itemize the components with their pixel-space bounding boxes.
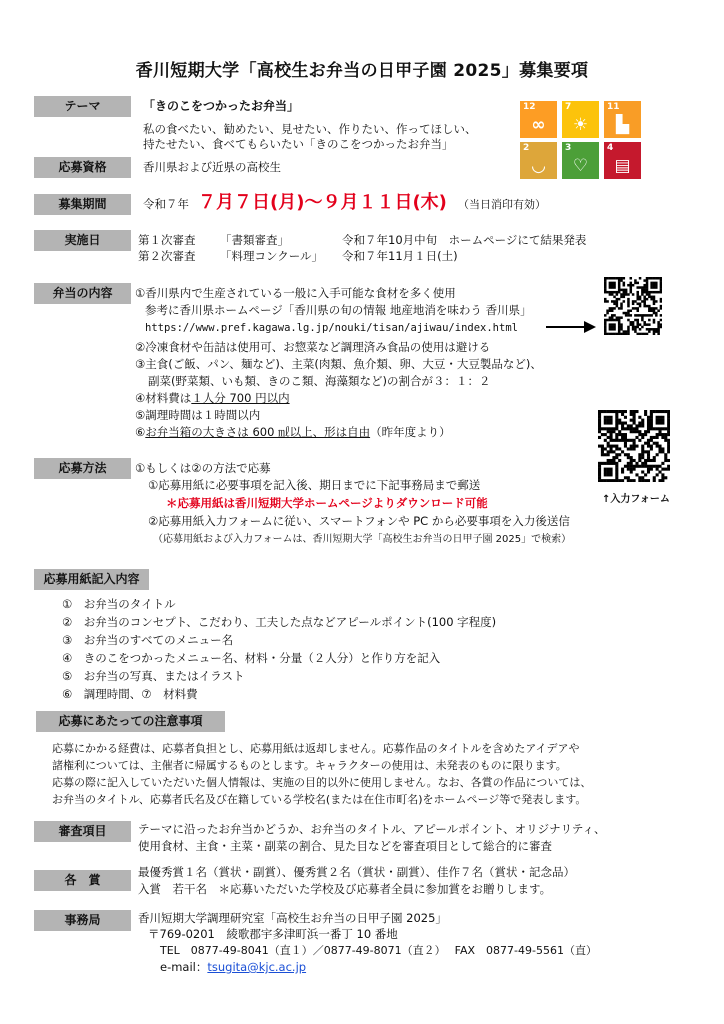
office-phone-fax: TEL 0877-49-8041（直１）／0877-49-8071（直２） FAX 0877-49-5561（直） <box>160 944 597 957</box>
method-option-1: ①応募用紙に必要事項を記入後、期日までに下記事務局まで郵送 <box>148 478 481 492</box>
period-dates: ７月７日(月)～９月１１日(木) <box>198 192 447 213</box>
list-item: ③ お弁当のすべてのメニュー名 <box>62 633 234 647</box>
contents-item-1b: 参考に香川県ホームページ「香川県の旬の情報 地産地消を味わう 香川県」 <box>145 303 532 317</box>
method-note: （応募用紙および入力フォームは、香川短期大学「高校生お弁当の日甲子園 2025」で検索） <box>153 534 572 545</box>
period-label: 募集期間 <box>34 194 131 215</box>
list-item: ⑥ 調理時間、⑦ 材料費 <box>62 687 198 701</box>
contents-label: 弁当の内容 <box>34 283 131 304</box>
method-label: 応募方法 <box>34 458 131 479</box>
arrow-right-icon <box>546 320 596 334</box>
office-name: 香川短期大学調理研究室「高校生お弁当の日甲子園 2025」 <box>138 911 447 925</box>
eligibility-text: 香川県および近県の高校生 <box>143 160 281 174</box>
qr-code-kagawa-pref[interactable] <box>604 277 662 335</box>
theme-line-2: 持たせたい、食べてもらいたい「きのこをつかったお弁当」 <box>143 137 454 151</box>
list-item: ⑤ お弁当の写真、またはイラスト <box>62 669 245 683</box>
page-title: 香川短期大学「高校生お弁当の日甲子園 2025」募集要項 <box>135 61 589 81</box>
sdg-11-icon: 11 ▙ <box>604 101 641 138</box>
notes-line-3: 応募の際に記入していただいた個人情報は、実施の目的以外に使用しません。なお、各賞の作品については、 <box>52 776 592 789</box>
schedule-date-2: 令和７年11月１日(土) <box>342 249 458 263</box>
notes-line-1: 応募にかかる経費は、応募者負担とし、応募用紙は返却しません。応募作品のタイトルを含めたアイデアや <box>52 742 580 755</box>
judging-line-2: 使用食材、主食・主菜・副菜の割合、見た目などを審査項目として総合的に審査 <box>138 839 552 853</box>
period-prefix: 令和７年 <box>143 197 189 211</box>
awards-label: 各 賞 <box>34 870 131 891</box>
notes-label: 応募にあたっての注意事項 <box>36 711 225 732</box>
sdg-12-icon: 12 ∞ <box>520 101 557 138</box>
judging-line-1: テーマに沿ったお弁当かどうか、お弁当のタイトル、アピールポイント、オリジナリティ、 <box>138 822 606 836</box>
list-item: ④ きのこをつかったメニュー名、材料・分量（２人分）と作り方を記入 <box>62 651 441 665</box>
qr-caption: ↑入力フォーム <box>602 494 670 505</box>
office-address: 〒769-0201 綾歌郡宇多津町浜一番丁 10 番地 <box>148 927 398 941</box>
method-option-1-note: ＊応募用紙は香川短期大学ホームページよりダウンロード可能 <box>166 496 488 510</box>
period-note: （当日消印有効） <box>458 198 546 211</box>
schedule-stage-2: 第２次審査 <box>138 249 196 263</box>
schedule-date-1: 令和７年10月中旬 ホームページにて結果発表 <box>342 233 587 247</box>
sdg-7-icon: 7 ☀ <box>562 101 599 138</box>
contents-item-5: ⑤調理時間は１時間以内 <box>135 408 261 422</box>
theme-line-1: 私の食べたい、勧めたい、見せたい、作りたい、作ってほしい、 <box>143 122 477 136</box>
email-link[interactable]: tsugita@kjc.ac.jp <box>207 960 307 974</box>
sdg-2-icon: 2 ◡ <box>520 142 557 179</box>
office-label: 事務局 <box>34 910 131 931</box>
eligibility-label: 応募資格 <box>34 157 131 178</box>
contents-item-1: ①香川県内で生産されている一般に入手可能な食材を多く使用 <box>135 286 456 300</box>
judging-label: 審査項目 <box>34 821 131 842</box>
method-intro: ①もしくは②の方法で応募 <box>135 461 271 475</box>
schedule-stage-1: 第１次審査 <box>138 233 196 247</box>
sdg-3-icon: 3 ♡ <box>562 142 599 179</box>
form-items-label: 応募用紙記入内容 <box>34 569 149 590</box>
schedule-label: 実施日 <box>34 230 131 251</box>
contents-item-3: ③主食(ご飯、パン、麺など)、主菜(肉類、魚介類、卵、大豆・大豆製品など)、 <box>135 357 542 371</box>
list-item: ① お弁当のタイトル <box>62 597 176 611</box>
contents-item-6: ⑥お弁当箱の大きさは 600 ㎖以上、形は自由（昨年度より） <box>135 425 451 439</box>
sdg-4-icon: 4 ▤ <box>604 142 641 179</box>
contents-item-3b: 副菜(野菜類、いも類、きのこ類、海藻類など)の割合が３：１：２ <box>148 374 491 388</box>
contents-item-4: ④材料費は１人分 700 円以内 <box>135 391 290 405</box>
theme-heading: 「きのこをつかったお弁当」 <box>143 99 300 113</box>
office-email-row: e-mail：tsugita@kjc.ac.jp <box>160 960 307 974</box>
awards-line-2: 入賞 若干名 ＊応募いただいた学校及び応募者全員に参加賞をお贈りします。 <box>138 882 552 896</box>
contents-item-2: ②冷凍食材や缶詰は使用可、お惣菜など調理済み食品の使用は避ける <box>135 340 491 354</box>
qr-code-input-form[interactable] <box>598 410 670 482</box>
notes-line-2: 諸権利については、主催者に帰属するものとします。キャラクターの使用は、未発表のものに限ります。 <box>52 759 567 772</box>
contents-url[interactable]: https://www.pref.kagawa.lg.jp/nouki/tisan/ajiwau/index.html <box>145 322 518 334</box>
list-item: ② お弁当のコンセプト、こだわり、工夫した点などアピールポイント(100 字程度) <box>62 615 497 629</box>
awards-line-1: 最優秀賞１名（賞状・副賞）、優秀賞２名（賞状・副賞）、佳作７名（賞状・記念品） <box>138 865 575 879</box>
notes-line-4: お弁当のタイトル、応募者氏名及び在籍している学校名(または在住市町名)をホームページ等で発表します。 <box>52 793 587 806</box>
schedule-name-1: 「書類審査」 <box>220 233 289 247</box>
theme-label: テーマ <box>34 96 131 117</box>
schedule-name-2: 「料理コンクール」 <box>220 249 324 263</box>
method-option-2: ②応募用紙入力フォームに従い、スマートフォンや PC から必要事項を入力後送信 <box>148 514 570 528</box>
